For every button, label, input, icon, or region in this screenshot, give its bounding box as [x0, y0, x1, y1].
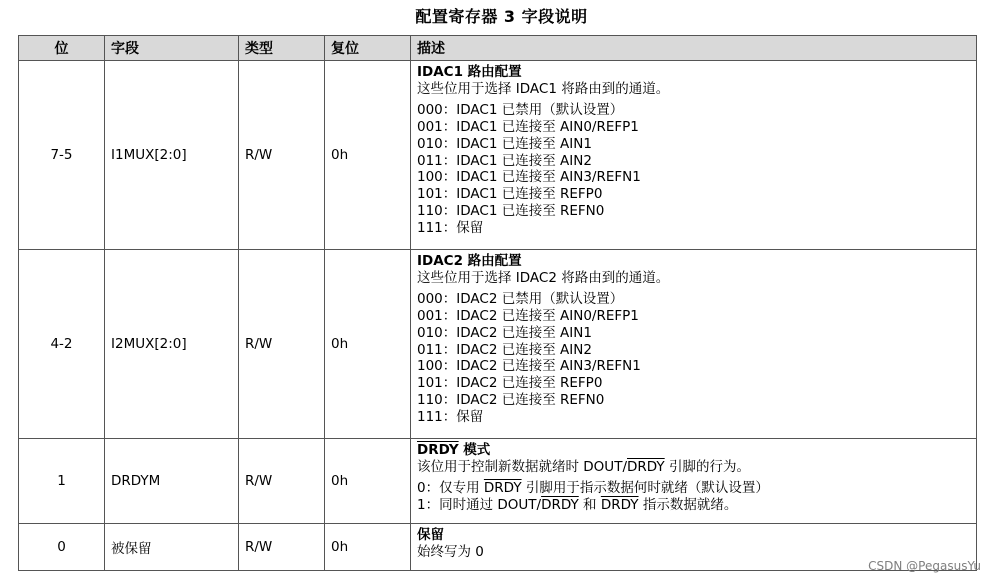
description-title: 保留	[417, 527, 444, 543]
drdy-signal-label: DRDY	[417, 442, 459, 458]
option-item: 010：IDAC2 已连接至 AIN1	[417, 324, 592, 341]
cell-field: I1MUX[2:0]	[105, 61, 239, 250]
option-text: 0：仅专用	[417, 479, 484, 496]
option-text: 指示数据就绪。	[638, 496, 738, 513]
option-item: 011：IDAC2 已连接至 AIN2	[417, 341, 592, 358]
option-text: 和	[578, 496, 601, 513]
cell-type: R/W	[239, 250, 325, 439]
cell-bit: 1	[19, 439, 105, 524]
option-item: 011：IDAC1 已连接至 AIN2	[417, 152, 592, 169]
cell-type: R/W	[239, 524, 325, 571]
drdy-signal-label: DRDY	[600, 496, 639, 513]
option-item: 110：IDAC2 已连接至 REFN0	[417, 392, 605, 409]
cell-bit: 4-2	[19, 250, 105, 439]
header-type: 类型	[239, 36, 325, 61]
table-row	[19, 250, 977, 439]
description-title: IDAC1 路由配置	[417, 64, 522, 80]
cell-description	[411, 250, 977, 439]
option-text: 1：同时通过 DOUT/	[417, 496, 542, 513]
header-field: 字段	[105, 36, 239, 61]
option-item: 001：IDAC1 已连接至 AIN0/REFP1	[417, 118, 639, 135]
option-item: 101：IDAC2 已连接至 REFP0	[417, 375, 603, 392]
table-row	[19, 61, 977, 250]
description-title: IDAC2 路由配置	[417, 253, 522, 269]
register-field-table	[18, 35, 977, 571]
cell-reset: 0h	[325, 439, 411, 524]
table-row	[19, 524, 977, 571]
description-intro	[417, 459, 970, 476]
option-text: 引脚用于指示数据何时就绪（默认设置）	[521, 479, 769, 496]
option-item: 101：IDAC1 已连接至 REFP0	[417, 186, 603, 203]
cell-type: R/W	[239, 61, 325, 250]
cell-description	[411, 439, 977, 524]
description-intro: 这些位用于选择 IDAC1 将路由到的通道。	[417, 80, 670, 97]
option-item: 010：IDAC1 已连接至 AIN1	[417, 135, 592, 152]
option-item	[417, 480, 970, 497]
intro-text: 引脚的行为。	[664, 458, 750, 475]
drdy-signal-label: DRDY	[627, 458, 665, 475]
cell-reset: 0h	[325, 250, 411, 439]
description-intro: 这些位用于选择 IDAC2 将路由到的通道。	[417, 269, 670, 286]
option-item: 001：IDAC2 已连接至 AIN0/REFP1	[417, 307, 639, 324]
option-item: 110：IDAC1 已连接至 REFN0	[417, 203, 605, 220]
description-title	[417, 442, 970, 459]
page-title: 配置寄存器 3 字段说明	[415, 7, 588, 26]
cell-reset: 0h	[325, 524, 411, 571]
header-reset: 复位	[325, 36, 411, 61]
cell-bit: 0	[19, 524, 105, 571]
cell-field: I2MUX[2:0]	[105, 250, 239, 439]
cell-reset: 0h	[325, 61, 411, 250]
drdy-signal-label: DRDY	[541, 496, 579, 513]
option-item: 111：保留	[417, 409, 484, 426]
intro-text: 该位用于控制新数据就绪时 DOUT/	[417, 458, 627, 475]
table-row	[19, 439, 977, 524]
option-item: 000：IDAC2 已禁用（默认设置）	[417, 290, 624, 307]
cell-description	[411, 61, 977, 250]
cell-field: 被保留	[105, 524, 239, 571]
drdy-signal-label: DRDY	[483, 479, 522, 496]
option-item	[417, 497, 970, 514]
cell-type: R/W	[239, 439, 325, 524]
option-item: 000：IDAC1 已禁用（默认设置）	[417, 101, 624, 118]
option-item: 100：IDAC2 已连接至 AIN3/REFN1	[417, 358, 641, 375]
description-intro: 始终写为 0	[417, 543, 484, 560]
option-item: 100：IDAC1 已连接至 AIN3/REFN1	[417, 169, 641, 186]
header-bit: 位	[19, 36, 105, 61]
table-header-row	[19, 36, 977, 61]
cell-bit: 7-5	[19, 61, 105, 250]
option-item: 111：保留	[417, 220, 484, 237]
header-description: 描述	[411, 36, 977, 61]
watermark: CSDN @PegasusYu	[868, 559, 981, 573]
description-title-text: 模式	[458, 442, 491, 458]
cell-field: DRDYM	[105, 439, 239, 524]
